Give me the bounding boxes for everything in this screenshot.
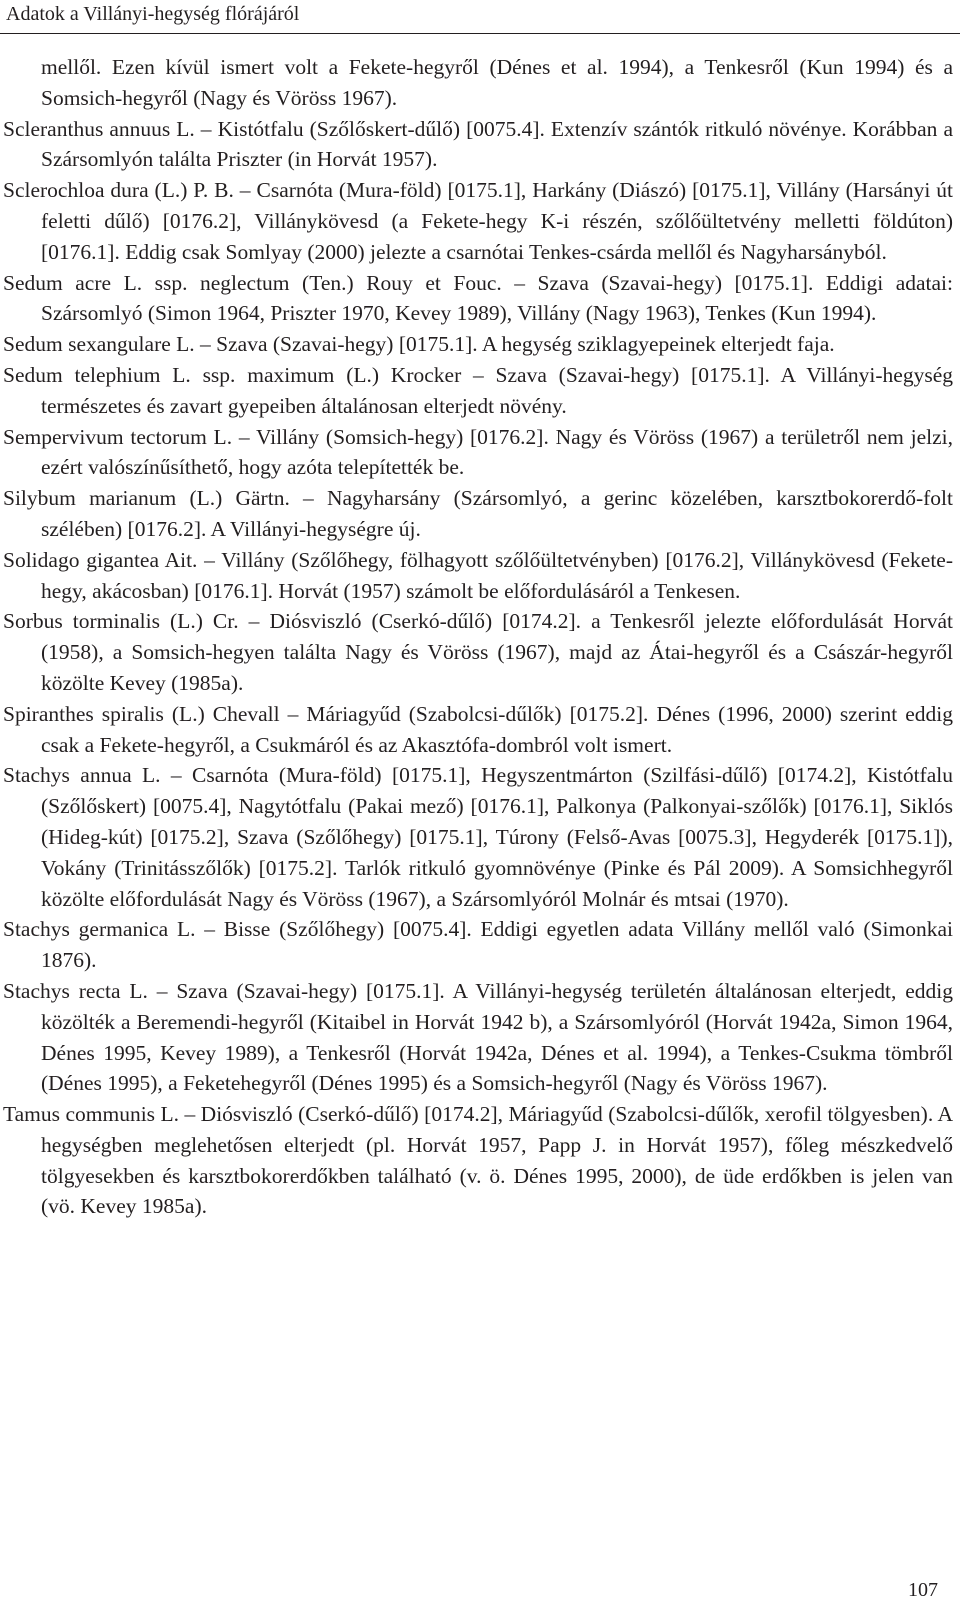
- species-entry-sedum-telephium: Sedum telephium L. ssp. maximum (L.) Krocker – Szava (Szavai-hegy) [0175.1]. A Villányi-hegység természetes és zavart gyepeiben általánosan elterjedt növény.: [3, 362, 953, 418]
- article-body: [3, 52, 953, 1222]
- species-entry-sclerochloa-dura: Sclerochloa dura (L.) P. B. – Csarnóta (Mura-föld) [0175.1], Harkány (Diászó) [0175.1], Villány (Harsányi út feletti dűlő) [0176.2], Villánykövesd (a Fekete-hegy K-i részén, szőlőültetvény melletti földúton) [0176.1]. Eddig csak Somlyay (2000) jelezte a csarnótai Tenkes-csárda mellől és Nagyharsányból.: [3, 178, 953, 264]
- species-entry-scleranthus-annuus: Scleranthus annuus L. – Kistótfalu (Szőlőskert-dűlő) [0075.4]. Extenzív szántók ritkuló növénye. Korábban a Szársomlyón találta Priszter (in Horvát 1957).: [3, 116, 953, 172]
- species-entry-solidago-gigantea: Solidago gigantea Ait. – Villány (Szőlőhegy, fölhagyott szőlőültetvényben) [0176.2], Villánykövesd (Fekete-hegy, akácosban) [0176.1]. Horvát (1957) számolt be előfordulásáról a Tenkesen.: [3, 547, 953, 603]
- species-entry-stachys-recta: Stachys recta L. – Szava (Szavai-hegy) [0175.1]. A Villányi-hegység területén általánosan elterjedt, eddig közölték a Beremendi-hegyről (Kitaibel in Horvát 1942 b), a Szársomlyóról (Horvát 1942a, Simon 1964, Dénes 1995, Kevey 1989), a Tenkesről (Horvát 1942a, Dénes et al. 1994), a Tenkes-Csukma tömbről (Dénes 1995), a Feketehegyről (Dénes 1995) és a Somsich-hegyről (Nagy és Vöröss 1967).: [3, 978, 953, 1096]
- species-entry-spiranthes-spiralis: Spiranthes spiralis (L.) Chevall – Máriagyűd (Szabolcsi-dűlők) [0175.2]. Dénes (1996, 2000) szerint eddig csak a Fekete-hegyről, a Csukmáról és az Akasztófa-dombról volt ismert.: [3, 701, 953, 757]
- page-number: 107: [908, 1579, 938, 1601]
- species-entry-sorbus-torminalis: Sorbus torminalis (L.) Cr. – Diósviszló (Cserkó-dűlő) [0174.2]. a Tenkesről jelezte előfordulását Horvát (1958), a Somsich-hegyen találta Nagy és Vöröss (1967), majd az Átai-hegyről és a Császár-hegyről közölte Kevey (1985a).: [3, 609, 953, 695]
- running-header-title: Adatok a Villányi-hegység flórájáról: [6, 3, 300, 25]
- species-entry-sedum-acre: Sedum acre L. ssp. neglectum (Ten.) Rouy et Fouc. – Szava (Szavai-hegy) [0175.1]. Eddigi adatai: Szársomlyó (Simon 1964, Priszter 1970, Kevey 1989), Villány (Nagy 1963), Tenkes (Kun 1994).: [3, 270, 953, 326]
- running-header: [0, 0, 960, 36]
- species-entry-tamus-communis: Tamus communis L. – Diósviszló (Cserkó-dűlő) [0174.2], Máriagyűd (Szabolcsi-dűlők, xerofil tölgyesben). A hegységben meglehetősen elterjedt (pl. Horvát 1957, Papp J. in Horvát 1957), főleg mészkedvelő tölgyesekben és karsztbokorerdőkben található (v. ö. Dénes 1995, 2000), de üde erdőkben is jelen van (vö. Kevey 1985a).: [3, 1102, 953, 1219]
- species-entry-silybum-marianum: Silybum marianum (L.) Gärtn. – Nagyharsány (Szársomlyó, a gerinc közelében, karsztbokorerdő-folt szélében) [0176.2]. A Villányi-hegységre új.: [3, 486, 953, 541]
- species-entry-stachys-annua: Stachys annua L. – Csarnóta (Mura-föld) [0175.1], Hegyszentmárton (Szilfási-dűlő) [0174.2], Kistótfalu (Szőlőskert) [0075.4], Nagytótfalu (Pakai mező) [0176.1], Palkonya (Palkonyai-szőlők) [0176.1], Siklós (Hideg-kút) [0175.2], Szava (Szőlőhegy) [0175.1], Túrony (Felső-Avas [0075.3], Hegyderék [0175.1]), Vokány (Trinitásszőlők) [0175.2]. Tarlók ritkuló gyomnövénye (Pinke és Pál 2009). A Somsichhegyről közölte előfordulását Nagy és Vöröss (1967), a Szársomlyóról Molnár és mtsai (1970).: [3, 763, 953, 911]
- species-entry-stachys-germanica: Stachys germanica L. – Bisse (Szőlőhegy) [0075.4]. Eddigi egyetlen adata Villány mellől való (Simonkai 1876).: [3, 917, 953, 973]
- header-divider: [0, 33, 960, 34]
- entry-continuation: mellől. Ezen kívül ismert volt a Fekete-hegyről (Dénes et al. 1994), a Tenkesről (Kun 1994) és a Somsich-hegyről (Nagy és Vöröss 1967).: [41, 55, 953, 110]
- species-entry-sempervivum-tectorum: Sempervivum tectorum L. – Villány (Somsich-hegy) [0176.2]. Nagy és Vöröss (1967) a területről nem jelzi, ezért valószínűsíthető, hogy azóta telepítették be.: [3, 424, 953, 480]
- species-entry-sedum-sexangulare: Sedum sexangulare L. – Szava (Szavai-hegy) [0175.1]. A hegység sziklagyepeinek elterjedt faja.: [3, 332, 835, 357]
